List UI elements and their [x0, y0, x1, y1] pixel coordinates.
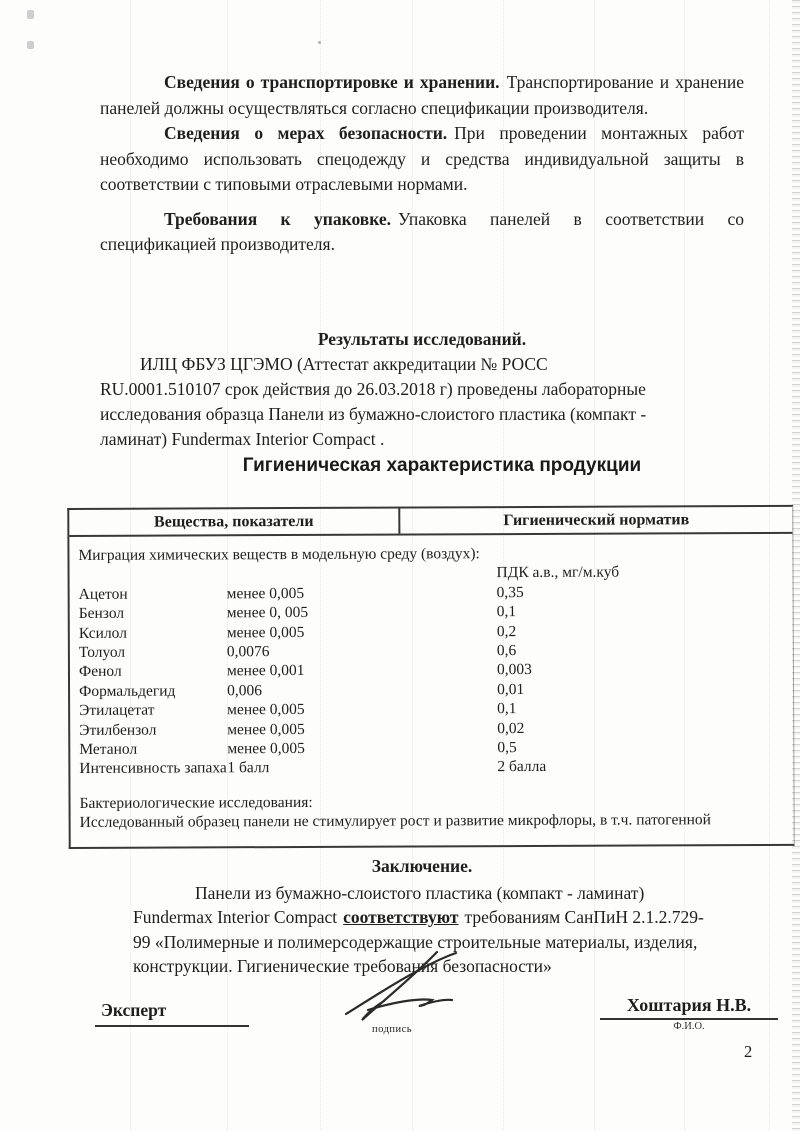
substance-name: Ксилол — [78, 624, 127, 642]
substance-value: менее 0,005 — [227, 740, 305, 758]
substance-norm: 2 балла — [497, 758, 547, 776]
migration-section-label: Миграция химических веществ в модельную среду (воздух): — [78, 545, 480, 564]
packaging-body: Упаковка панелей в соответствии со спецификацией производителя. — [100, 208, 744, 254]
substance-name: Этилацетат — [79, 701, 155, 720]
substance-value: менее 0,001 — [226, 662, 305, 680]
substance-value: 0,006 — [227, 681, 262, 700]
name-caption: Ф.И.О. — [673, 1021, 705, 1032]
substance-name: Интенсивность запаха — [79, 759, 227, 778]
substance-value: менее 0,005 — [227, 720, 305, 738]
safety-heading: Сведения о мерах безопасности. — [164, 123, 448, 143]
conclusion-line2-pre: Fundermax Interior Compact — [133, 907, 338, 927]
table-header-substances: Вещества, показатели — [69, 509, 400, 535]
substance-norm: 0,02 — [497, 719, 525, 737]
handwritten-signature — [338, 950, 470, 1024]
results-heading: Результаты исследований. — [317, 329, 527, 349]
page-number: 2 — [744, 1042, 753, 1061]
results-line: ламинат) Fundermax Interior Compact . — [100, 429, 385, 449]
table-header-row — [69, 507, 792, 537]
signature-caption: подпись — [372, 1024, 413, 1035]
substance-norm: 0,1 — [497, 700, 517, 718]
substance-norm: 0,2 — [496, 622, 517, 640]
substance-name: Метанол — [79, 740, 138, 759]
transport-body: Транспортирование и хранение панелей должны осуществляться согласно спецификации производителя. — [100, 72, 744, 118]
paragraph-safety — [100, 121, 744, 198]
scan-dot — [318, 41, 321, 44]
norm-unit-label: ПДК а.в., мг/м.куб — [496, 564, 620, 582]
bacteriology-block — [80, 791, 786, 833]
table-body — [69, 534, 793, 833]
transport-heading: Сведения о транспортировке и хранении. — [164, 72, 500, 92]
bacteriology-result: Исследованный образец панели не стимулирует рост и развитие микрофлоры, в т.ч. патогенной — [79, 811, 712, 832]
expert-label: Эксперт — [95, 1000, 249, 1027]
scan-smudge — [27, 10, 34, 19]
signature-scribble-icon — [338, 950, 470, 1024]
substance-norm: 0,35 — [496, 583, 524, 601]
conclusion-line: 99 «Полимерные и полимерсодержащие строительные материалы, изделия, — [133, 931, 698, 952]
conclusion-line: конструкции. Гигиенические требования безопасности» — [133, 956, 552, 976]
substance-name: Ацетон — [78, 585, 128, 603]
substance-norm: 0,1 — [496, 603, 517, 621]
results-line: исследования образца Панели из бумажно-слоистого пластика (компакт - — [100, 404, 647, 424]
substance-value: 0,0076 — [226, 643, 270, 661]
results-line: ИЛЦ ФБУЗ ЦГЭМО (Аттестат аккредитации № РОСС — [140, 354, 548, 374]
results-section — [100, 327, 744, 452]
substance-value: менее 0,005 — [226, 623, 305, 641]
substance-norm: 0,5 — [497, 739, 517, 757]
expert-name: Хоштария Н.В. — [600, 995, 778, 1020]
packaging-heading: Требования к упаковке. — [164, 208, 392, 229]
substance-name: Толуол — [78, 643, 126, 661]
substance-name: Этилбензол — [79, 721, 157, 739]
scan-smudge — [27, 41, 34, 49]
substance-norm: 0,003 — [496, 661, 532, 679]
results-line: RU.0001.510107 срок действия до 26.03.2018 г) проведены лабораторные — [100, 379, 646, 399]
substance-name: Фенол — [78, 663, 122, 681]
conclusion-line2-post: требованиям СанПиН 2.1.2.729- — [464, 907, 704, 927]
conclusion-line: Панели из бумажно-слоистого пластика (компакт - ламинат) — [195, 882, 645, 903]
substance-name: Формальдегид — [79, 682, 176, 700]
table-header-norm: Гигиенический норматив — [503, 510, 690, 529]
safety-body: При проведении монтажных работ необходимо использовать спецодежду и средства индивидуальной защиты в соответствии с типовыми отраслевыми нормами. — [100, 123, 744, 194]
hygiene-heading: Гигиеническая характеристика продукции — [242, 455, 642, 476]
substance-value: менее 0, 005 — [226, 604, 309, 622]
substance-value: 1 балл — [227, 759, 270, 777]
hygiene-table — [67, 505, 794, 849]
conclusion-heading: Заключение. — [371, 856, 473, 876]
substance-value: менее 0,005 — [227, 701, 305, 719]
conclusion-line — [133, 905, 721, 930]
substance-name: Бензол — [78, 604, 125, 623]
substance-norm: 0,01 — [497, 680, 525, 698]
conclusion-emphasis: соответствуют — [343, 907, 459, 927]
substance-norm: 0,6 — [496, 642, 517, 660]
intro-paragraphs — [100, 70, 744, 258]
paragraph-packaging — [100, 207, 744, 258]
substance-value: менее 0,005 — [226, 584, 305, 603]
table-row — [79, 756, 785, 778]
paragraph-transport — [100, 70, 744, 121]
bacteriology-label: Бактериологические исследования: — [79, 793, 313, 812]
